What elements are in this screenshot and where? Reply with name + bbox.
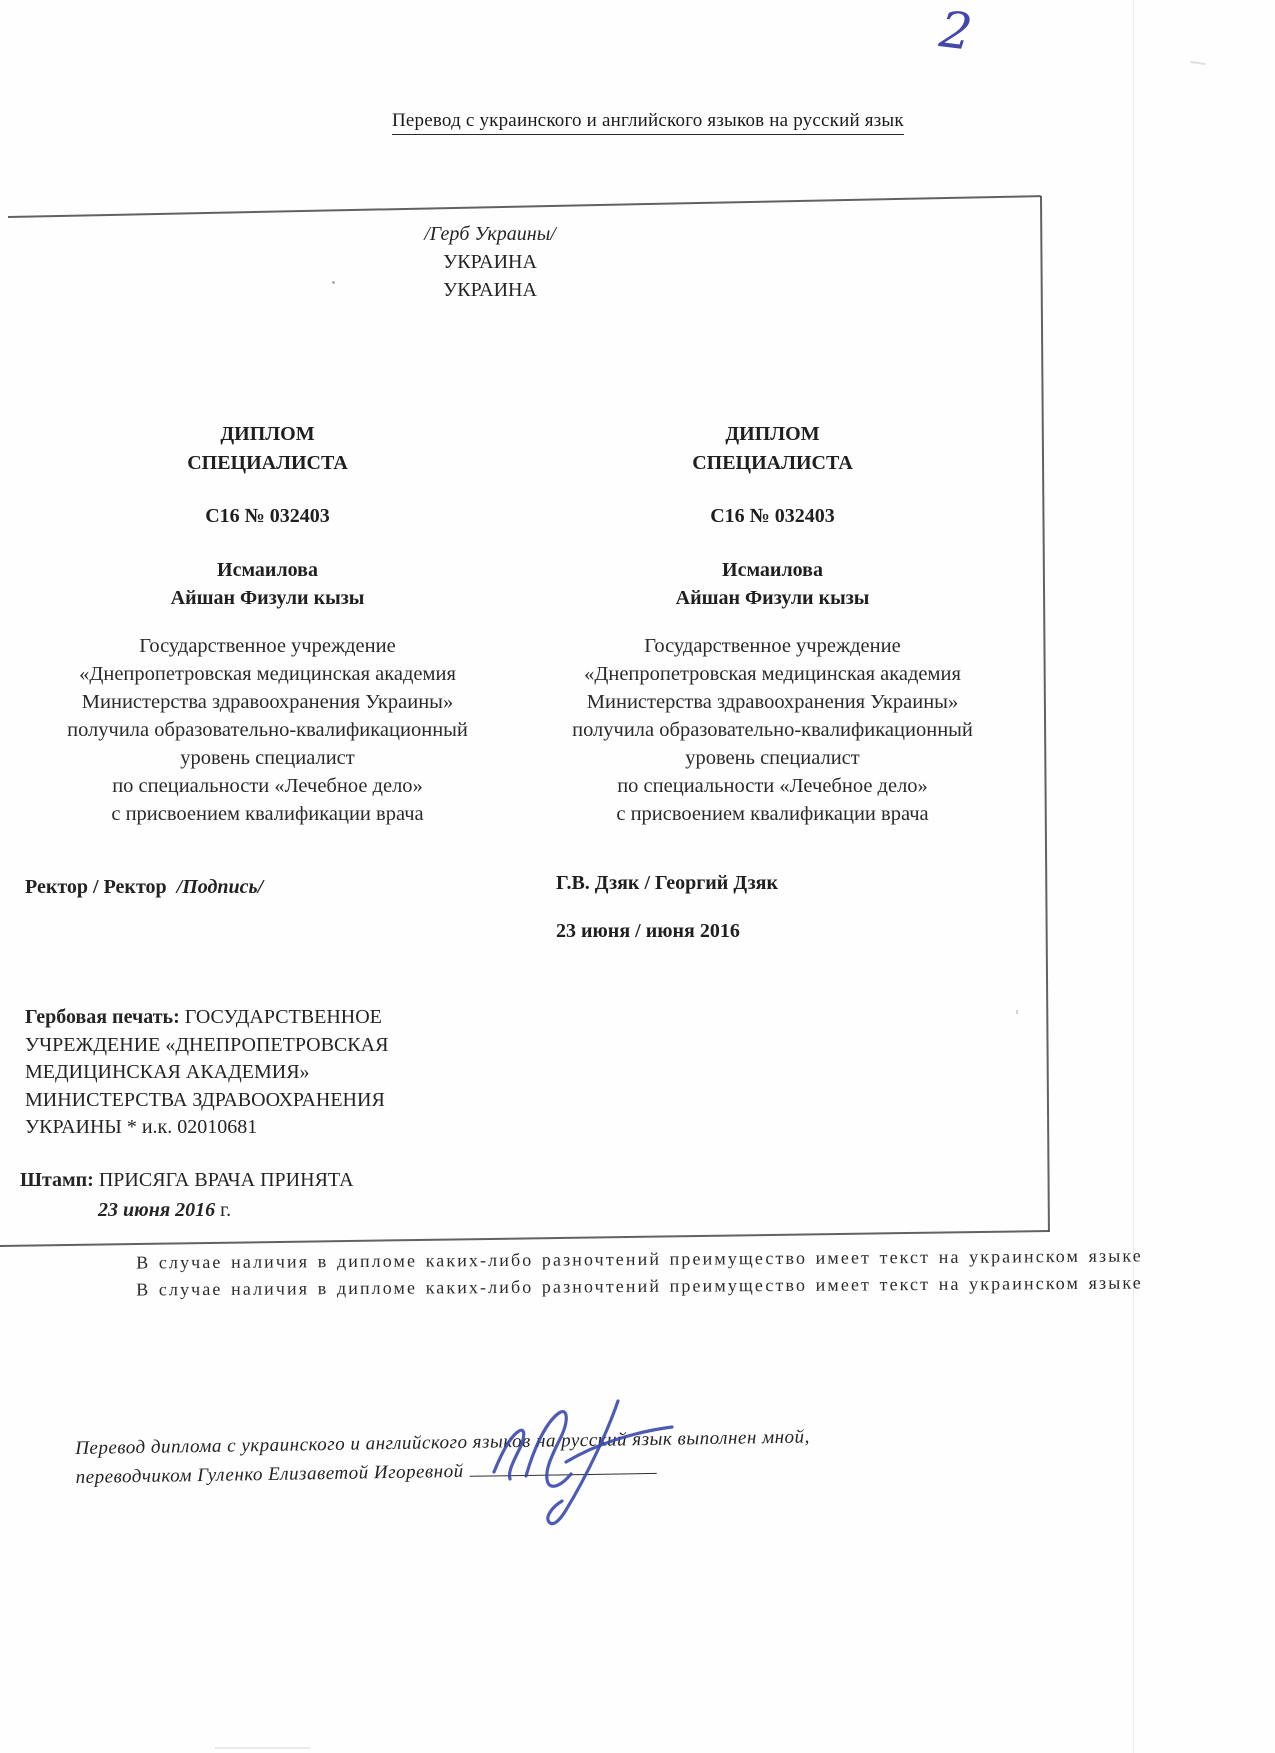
scan-speck: [1016, 1010, 1018, 1014]
translator-signature: [468, 1398, 688, 1536]
diploma-title: [35, 420, 500, 478]
diploma-body-line: с присвоением квалификации врача: [111, 803, 424, 825]
stamp-text: ПРИСЯГА ВРАЧА ПРИНЯТА: [98, 1169, 354, 1191]
translator-note-line1: Перевод диплома с украинского и английского языков на русский язык выполнен мной,: [75, 1426, 811, 1459]
diploma-title-line1: ДИПЛОМ: [220, 423, 315, 445]
signature-stroke: [566, 1427, 672, 1462]
translator-note-line2-text: переводчиком Гуленко Елизаветой Игоревной: [75, 1460, 464, 1488]
disclaimer-line1: В случае наличия в дипломе каких-либо разночтений преимущество имеет текст на украинском языке: [136, 1245, 1143, 1273]
diploma-body-line: «Днепропетровская медицинская академия: [584, 663, 961, 685]
seal-text: ГОСУДАРСТВЕННОЕ: [184, 1006, 382, 1028]
diploma-body-line: с присвоением квалификации врача: [616, 803, 929, 825]
diploma-body: [540, 632, 1005, 828]
diploma-column-right: [540, 420, 1005, 828]
diploma-serial: С16 № 032403: [710, 505, 835, 527]
diploma-body-line: Государственное учреждение: [644, 635, 901, 657]
disclaimer-line2: В случае наличия в дипломе каких-либо разночтений преимущество имеет текст на украинском языке: [136, 1272, 1143, 1300]
graduate-given-names: Айшан Физули кызы: [170, 587, 365, 609]
graduate-given-names: Айшан Физули кызы: [675, 587, 870, 609]
seal-line: УЧРЕЖДЕНИЕ «ДНЕПРОПЕТРОВСКАЯ: [25, 1033, 389, 1056]
country-name-line2: УКРАИНА: [443, 279, 537, 301]
signer-name: Г.В. Дзяк / Георгий Дзяк: [556, 872, 778, 894]
country-name-line1: УКРАИНА: [443, 251, 537, 273]
scan-speck: [1190, 61, 1206, 65]
box-right-border: [1040, 196, 1050, 1232]
scan-edge-artifact: [1133, 0, 1134, 1753]
signature-stroke: [548, 1401, 618, 1524]
diploma-title-line2: СПЕЦИАЛИСТА: [187, 452, 348, 474]
stamp-date: 23 июня 2016: [98, 1199, 216, 1221]
seal-line: МИНИСТЕРСТВА ЗДРАВООХРАНЕНИЯ: [25, 1088, 385, 1111]
diploma-body-line: получила образовательно-квалификационный: [572, 719, 973, 741]
scan-speck: [332, 281, 335, 284]
handwritten-page-number: 2: [936, 0, 976, 62]
diploma-serial: С16 № 032403: [205, 505, 330, 527]
diploma-column-left: [35, 420, 500, 828]
seal-line: МЕДИЦИНСКАЯ АКАДЕМИЯ»: [25, 1061, 310, 1083]
stamp-line1: [20, 1165, 354, 1195]
graduate-surname: Исмаилова: [722, 559, 823, 581]
coat-of-arms-block: [340, 220, 640, 304]
diploma-body-line: «Днепропетровская медицинская академия: [79, 663, 456, 685]
diploma-title-line1: ДИПЛОМ: [725, 423, 820, 445]
seal-label: Гербовая печать:: [25, 1006, 180, 1028]
rector-line: [25, 876, 263, 899]
diploma-body-line: Министерства здравоохранения Украины»: [586, 691, 959, 713]
diploma-body-line: по специальности «Лечебное дело»: [112, 775, 423, 797]
diploma-body: [35, 632, 500, 828]
diploma-body-line: уровень специалист: [685, 747, 860, 769]
diploma-body-line: Государственное учреждение: [139, 635, 396, 657]
translation-header-text: Перевод с украинского и английского языков на русский язык: [392, 110, 904, 135]
diploma-body-line: Министерства здравоохранения Украины»: [81, 691, 454, 713]
signature-note: /Подпись/: [176, 876, 264, 898]
coat-of-arms-note: /Герб Украины/: [424, 223, 556, 245]
graduate-name: [35, 556, 500, 612]
signature-stroke: [526, 1412, 571, 1487]
diploma-body-line: получила образовательно-квалификационный: [67, 719, 468, 741]
seal-block: [25, 1004, 495, 1142]
diploma-body-line: уровень специалист: [180, 747, 355, 769]
scan-smudge: [215, 1747, 310, 1749]
stamp-block: [20, 1165, 354, 1225]
signature-stroke: [494, 1430, 524, 1479]
signer-date: 23 июня / июня 2016: [556, 920, 740, 942]
graduate-surname: Исмаилова: [217, 559, 318, 581]
stamp-date-suffix: г.: [220, 1199, 232, 1221]
diploma-title-line2: СПЕЦИАЛИСТА: [692, 452, 853, 474]
rector-label: Ректор / Ректор: [25, 876, 167, 898]
graduate-name: [540, 556, 1005, 612]
stamp-label: Штамп:: [20, 1169, 94, 1191]
box-top-border: [8, 195, 1041, 218]
seal-line: [25, 1004, 495, 1032]
diploma-title: [540, 420, 1005, 478]
translation-header: [392, 110, 904, 132]
stamp-line2: [98, 1195, 354, 1225]
box-bottom-border: [0, 1230, 1049, 1247]
seal-line: УКРАИНЫ * и.к. 02010681: [25, 1116, 258, 1138]
diploma-body-line: по специальности «Лечебное дело»: [617, 775, 928, 797]
